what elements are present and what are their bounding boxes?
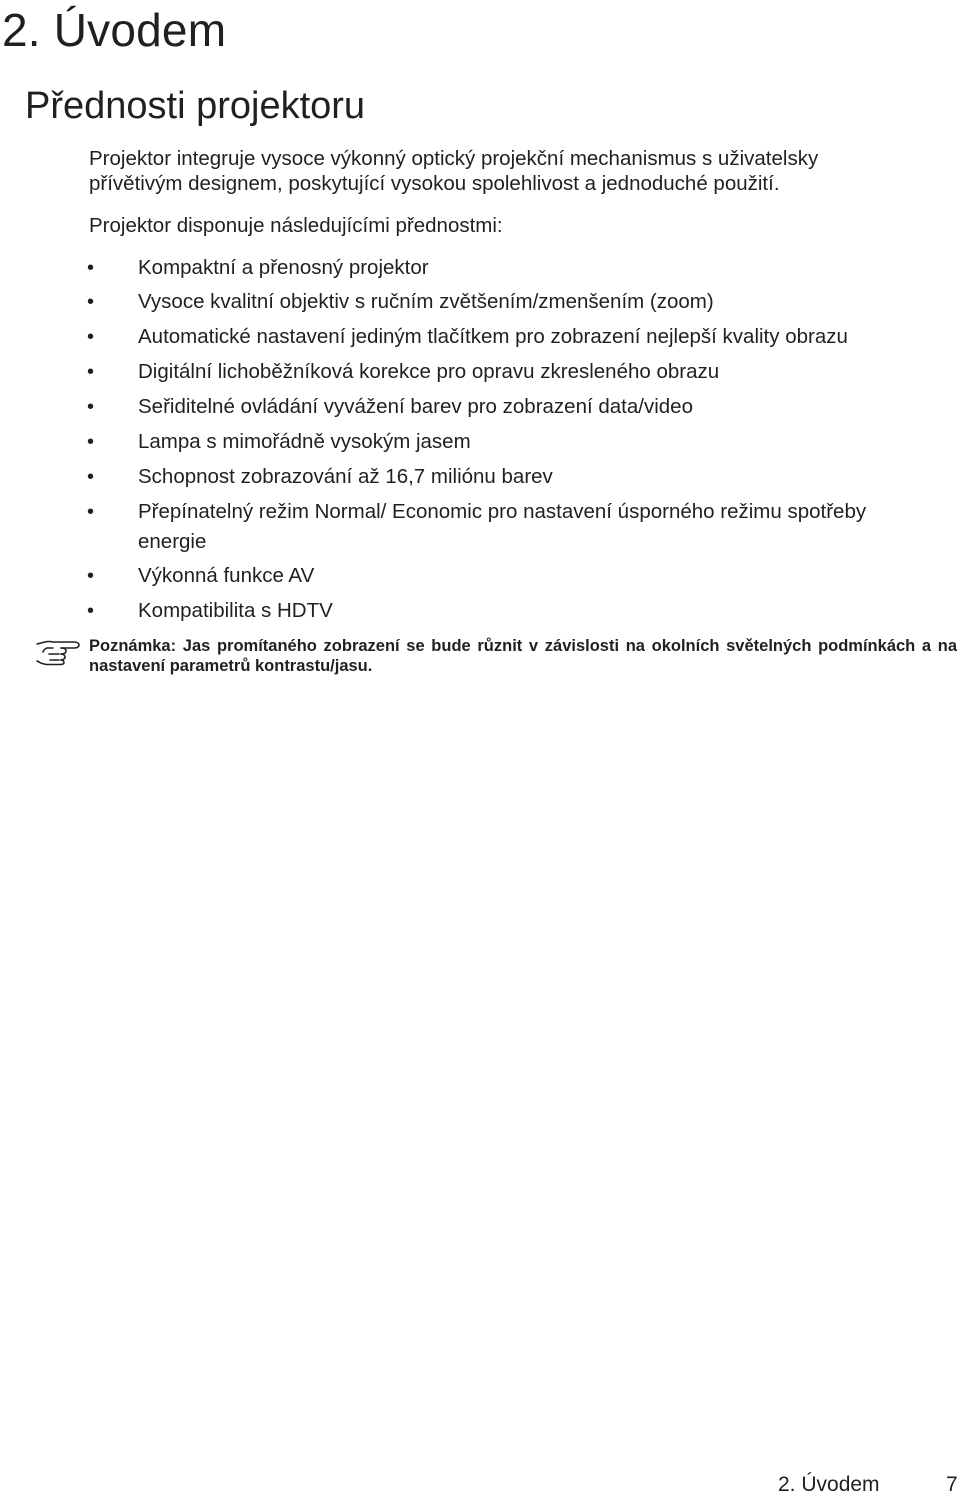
- pointing-hand-icon: [35, 638, 81, 666]
- note-block: [35, 636, 960, 684]
- bullet-icon: •: [87, 600, 95, 622]
- bullet-icon: •: [87, 501, 95, 523]
- section-title: Přednosti projektoru: [25, 85, 366, 127]
- feature-text: Schopnost zobrazování až 16,7 miliónu barev: [138, 465, 553, 488]
- bullet-icon: •: [87, 565, 95, 587]
- features-lead: Projektor disponuje následujícími přednostmi:: [89, 214, 503, 237]
- feature-text: Vysoce kvalitní objektiv s ručním zvětšením/zmenšením (zoom): [138, 290, 714, 313]
- bullet-icon: •: [87, 291, 95, 313]
- feature-text: Digitální lichoběžníková korekce pro opravu zkresleného obrazu: [138, 360, 720, 383]
- feature-text: Seřiditelné ovládání vyvážení barev pro zobrazení data/video: [138, 395, 693, 418]
- intro-line-2: přívětivým designem, poskytující vysokou spolehlivost a jednoduché použití.: [89, 172, 780, 195]
- feature-text: Automatické nastavení jediným tlačítkem pro zobrazení nejlepší kvality obrazu: [138, 325, 848, 348]
- bullet-icon: •: [87, 326, 95, 348]
- bullet-icon: •: [87, 257, 95, 279]
- feature-text: Přepínatelný režim Normal/ Economic pro nastavení úsporného režimu spotřeby energie: [138, 500, 867, 553]
- feature-text: Kompatibilita s HDTV: [138, 599, 333, 622]
- intro-paragraph: [89, 146, 949, 196]
- page-number: 7: [946, 1473, 958, 1496]
- note-text: Poznámka: Jas promítaného zobrazení se bude různit v závislosti na okolních světelných podmínkách a na nastavení parametrů kontrastu/jasu.: [89, 637, 957, 675]
- bullet-icon: •: [87, 361, 95, 383]
- feature-text: Kompaktní a přenosný projektor: [138, 256, 429, 279]
- footer-chapter: 2. Úvodem: [778, 1473, 880, 1496]
- bullet-icon: •: [87, 396, 95, 418]
- feature-text: Výkonná funkce AV: [138, 564, 315, 587]
- intro-line-1: Projektor integruje vysoce výkonný optický projekční mechanismus s uživatelsky: [89, 147, 819, 170]
- feature-text: Lampa s mimořádně vysokým jasem: [138, 430, 471, 453]
- chapter-title: 2. Úvodem: [2, 4, 227, 56]
- bullet-icon: •: [87, 431, 95, 453]
- bullet-icon: •: [87, 466, 95, 488]
